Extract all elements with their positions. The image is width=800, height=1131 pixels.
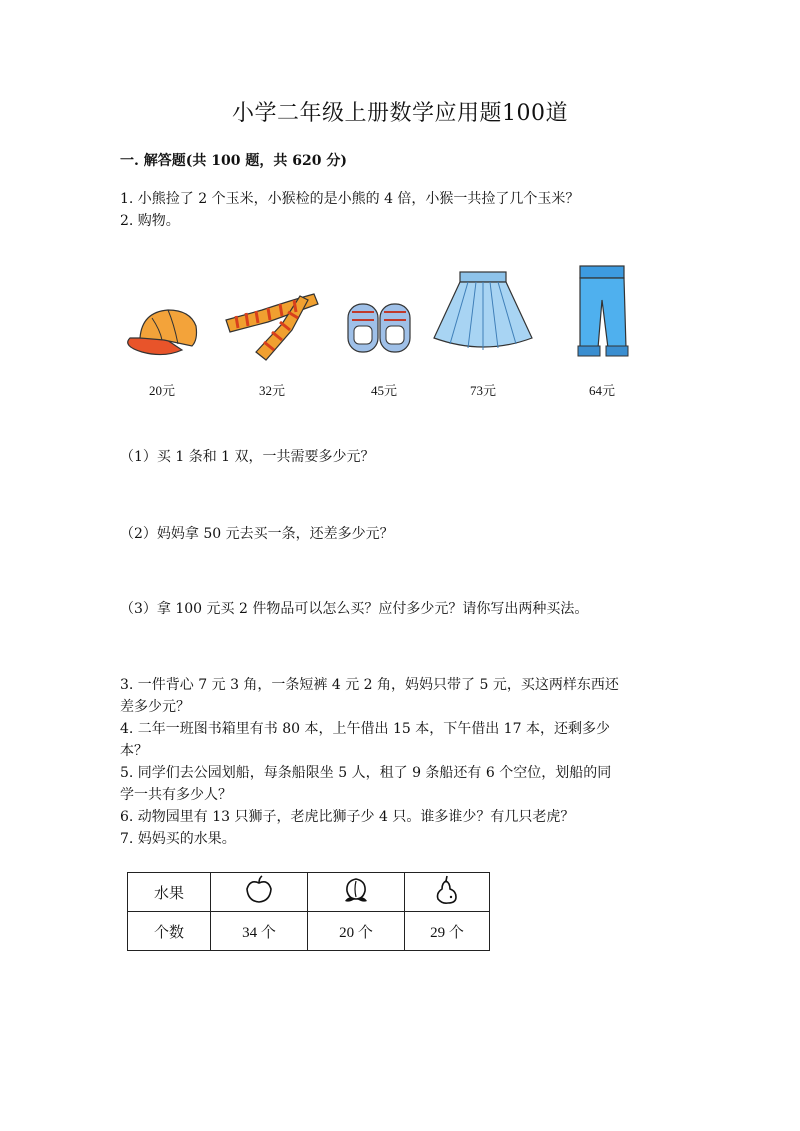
count-cell: 34 个: [211, 912, 308, 951]
count-cell: 29 个: [405, 912, 490, 951]
question-6: 6. 动物园里有 13 只狮子，老虎比狮子少 4 只。谁多谁少？有几只老虎？: [120, 809, 575, 825]
question-1: 1. 小熊捡了 2 个玉米，小猴检的是小熊的 4 倍，小猴一共捡了几个玉米？: [120, 191, 580, 207]
fruit-cell: [211, 873, 308, 912]
fruit-cell: [405, 873, 490, 912]
price-pants: 64元: [588, 383, 615, 398]
question-2: 2. 购物。: [120, 213, 180, 229]
shoes-icon: [334, 260, 434, 370]
question-5-line-2: 学一共有多少人？: [120, 787, 232, 803]
item-shoes: [334, 260, 434, 410]
pants-icon: [552, 260, 652, 370]
question-2-part-2: （2）妈妈拿 50 元去买一条，还差多少元？: [120, 526, 394, 542]
scarf-icon: [222, 260, 322, 370]
question-3-line-1: 3. 一件背心 7 元 3 角，一条短裤 4 元 2 角，妈妈只带了 5 元，买这两样东西还: [120, 677, 619, 693]
item-pants: [552, 260, 652, 410]
question-4-line-2: 本？: [120, 743, 148, 759]
pear-icon: [430, 875, 464, 905]
question-4: [120, 718, 680, 762]
fruit-label-cell: 水果: [128, 873, 211, 912]
skirt-icon: [428, 260, 538, 370]
price-shoes: 45元: [370, 383, 397, 398]
question-3: [120, 674, 680, 718]
count-cell: 20 个: [308, 912, 405, 951]
apple-icon: [242, 875, 276, 905]
question-5: [120, 762, 680, 806]
question-3-line-2: 差多少元？: [120, 699, 190, 715]
fruit-table-row: [128, 873, 490, 912]
question-7: 7. 妈妈买的水果。: [120, 831, 236, 847]
fruit-table: [127, 872, 490, 951]
question-2-part-1: （1）买 1 条和 1 双，一共需要多少元？: [120, 449, 375, 465]
page-title: 小学二年级上册数学应用题100道: [232, 101, 568, 126]
question-2-part-3: （3）拿 100 元买 2 件物品可以怎么买？应付多少元？请你写出两种买法。: [120, 601, 589, 617]
section-heading: 一. 解答题(共 100 题，共 620 分): [120, 153, 347, 169]
count-label-cell: 个数: [128, 912, 211, 951]
item-cap: [112, 260, 212, 410]
item-skirt: [428, 260, 538, 410]
shopping-items: [112, 260, 652, 410]
fruit-table-row: [128, 912, 490, 951]
price-cap: 20元: [148, 383, 175, 398]
item-scarf: [222, 260, 322, 410]
price-skirt: 73元: [469, 383, 496, 398]
question-4-line-1: 4. 二年一班图书箱里有书 80 本，上午借出 15 本，下午借出 17 本，还剩多少: [120, 721, 610, 737]
cap-icon: [112, 260, 212, 370]
peach-icon: [339, 875, 373, 905]
question-5-line-1: 5. 同学们去公园划船，每条船限坐 5 人，租了 9 条船还有 6 个空位，划船的同: [120, 765, 612, 781]
price-scarf: 32元: [258, 383, 285, 398]
fruit-cell: [308, 873, 405, 912]
